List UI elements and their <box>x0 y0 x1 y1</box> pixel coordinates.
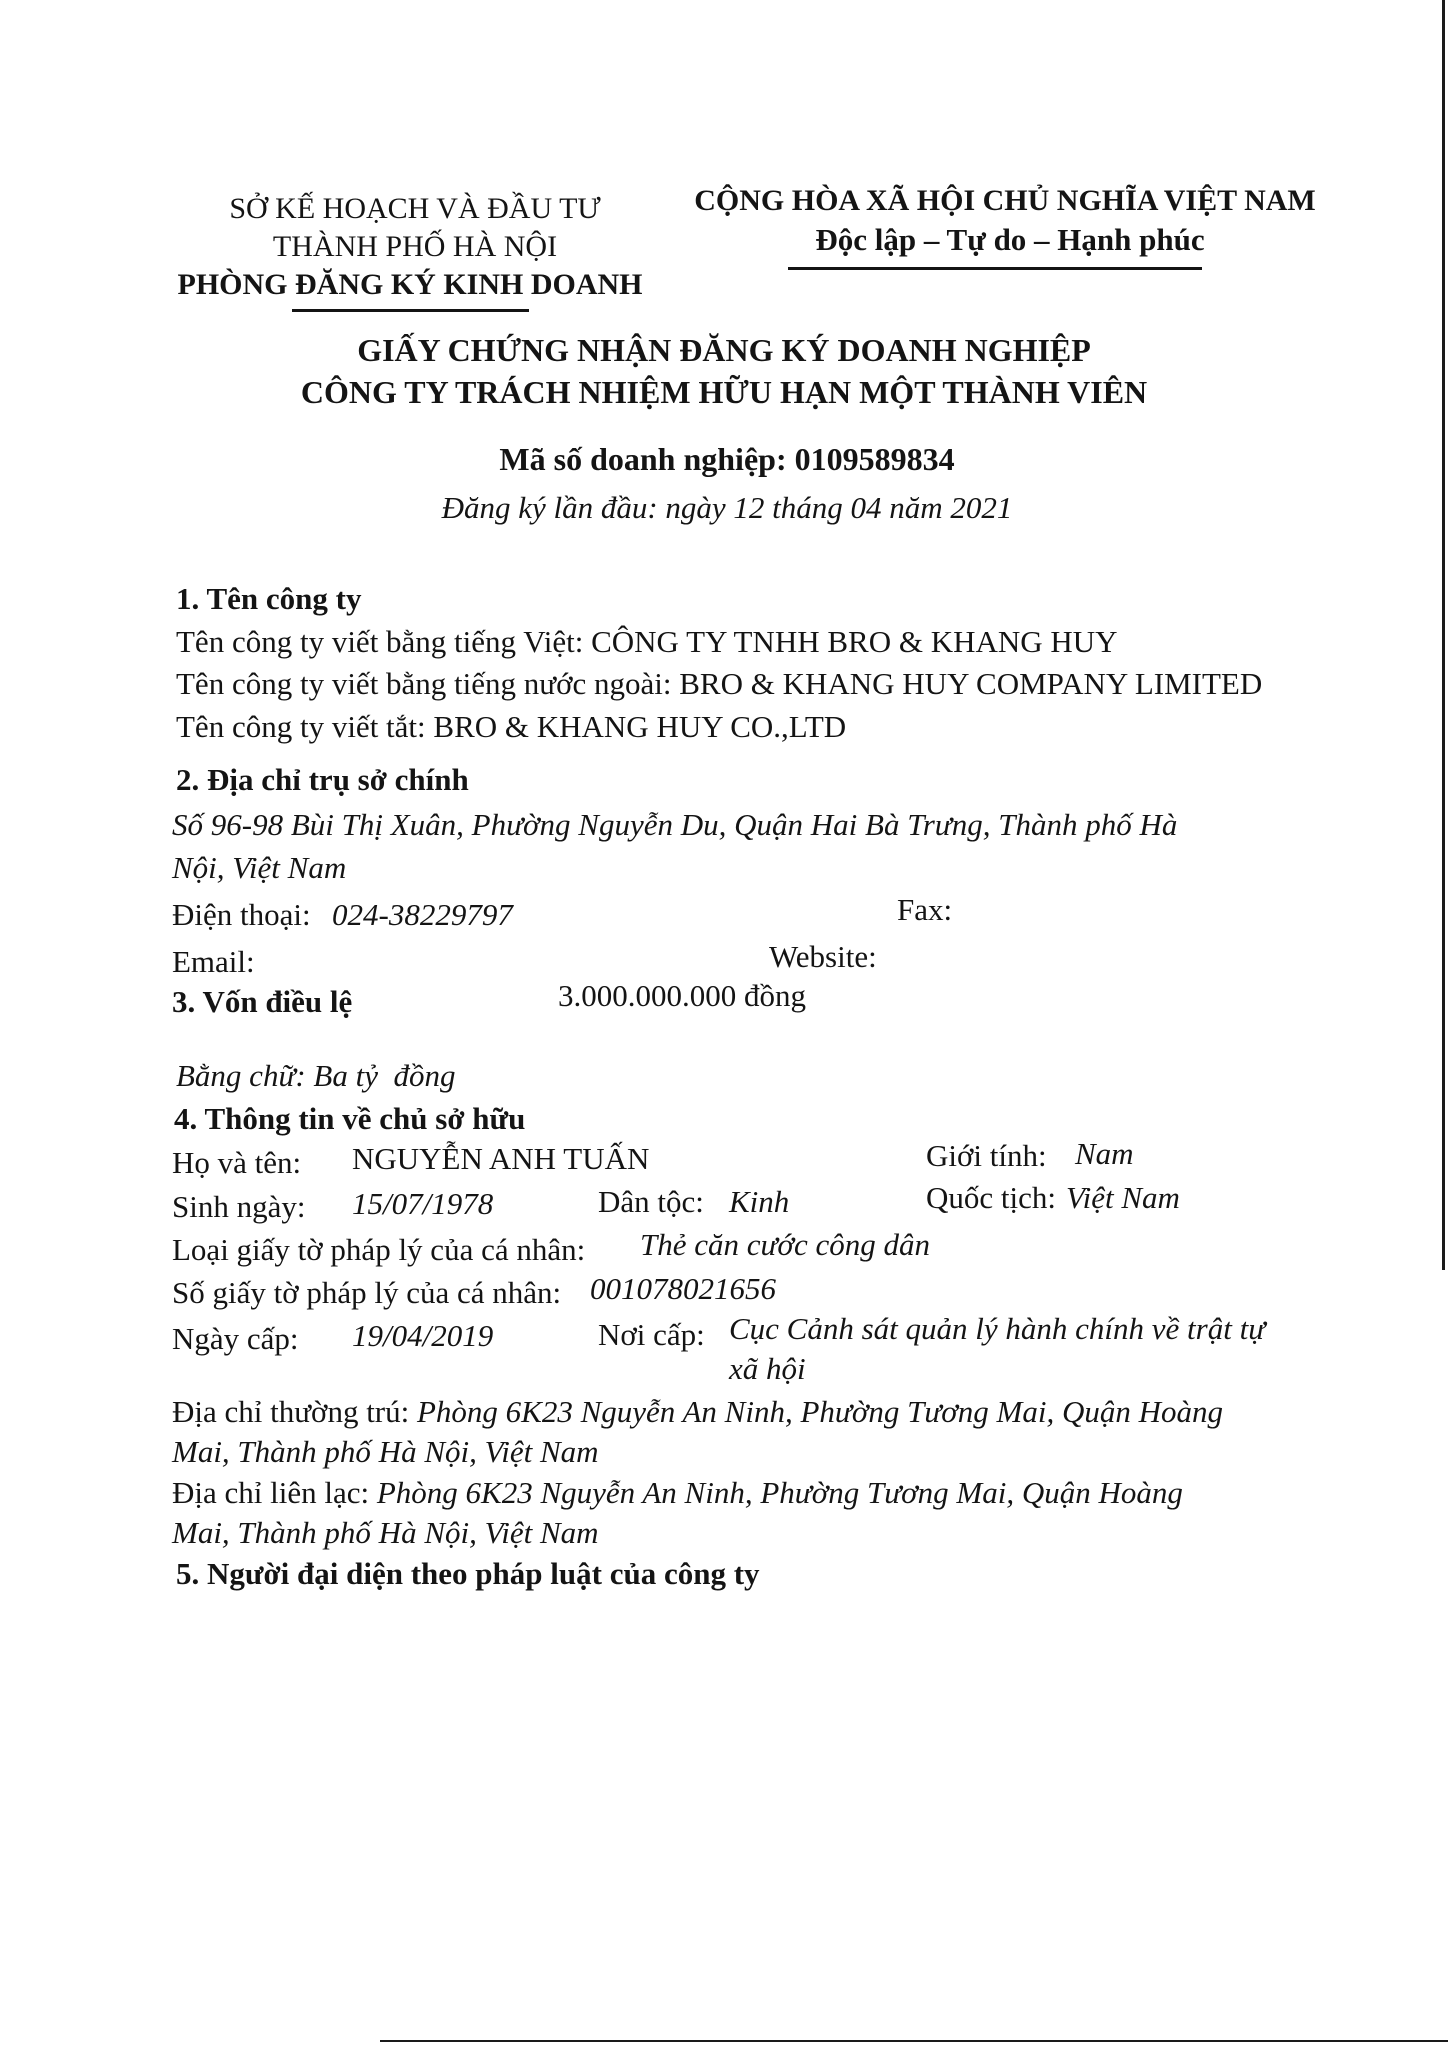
website-label: Website: <box>769 939 877 974</box>
phone-value: 024-38229797 <box>332 897 513 932</box>
scan-edge-bottom <box>380 2040 1448 2042</box>
certificate-title: GIẤY CHỨNG NHẬN ĐĂNG KÝ DOANH NGHIỆP <box>357 332 1091 368</box>
header-country: CỘNG HÒA XÃ HỘI CHỦ NGHĨA VIỆT NAM <box>694 184 1316 217</box>
contact-address-value-line1: Phòng 6K23 Nguyễn An Ninh, Phường Tương Mai, Quận Hoàng <box>376 1475 1183 1510</box>
permanent-address-value-line2: Mai, Thành phố Hà Nội, Việt Nam <box>172 1434 599 1469</box>
permanent-address-value-line1: Phòng 6K23 Nguyễn An Ninh, Phường Tương Mai, Quận Hoàng <box>417 1394 1224 1429</box>
company-name-foreign <box>176 666 1262 702</box>
legal-doc-number-label: Số giấy tờ pháp lý của cá nhân: <box>172 1275 562 1310</box>
contact-address-line1 <box>172 1475 1183 1511</box>
issue-date-value: 19/04/2019 <box>352 1318 494 1353</box>
dob-label: Sinh ngày: <box>172 1189 306 1224</box>
company-name-short-value: BRO & KHANG HUY CO.,LTD <box>433 709 847 744</box>
company-name-vn-value: CÔNG TY TNHH BRO & KHANG HUY <box>591 624 1118 659</box>
issue-date-label: Ngày cấp: <box>172 1321 299 1356</box>
header-agency-line2: THÀNH PHỐ HÀ NỘI <box>272 230 558 263</box>
owner-name-label: Họ và tên: <box>172 1145 302 1180</box>
company-name-foreign-label: Tên công ty viết bằng tiếng nước ngoài: <box>176 666 672 701</box>
contact-address-value-line2: Mai, Thành phố Hà Nội, Việt Nam <box>172 1515 599 1550</box>
first-registration-date: Đăng ký lần đầu: ngày 12 tháng 04 năm 2021 <box>441 490 1013 525</box>
company-name-short <box>176 709 846 745</box>
nationality-value: Việt Nam <box>1066 1180 1180 1215</box>
issue-place-label: Nơi cấp: <box>598 1317 705 1352</box>
legal-doc-type-value: Thẻ căn cước công dân <box>640 1227 930 1262</box>
ethnicity-label: Dân tộc: <box>598 1184 704 1219</box>
section-5-heading: 5. Người đại diện theo pháp luật của công ty <box>176 1556 760 1591</box>
section-1-heading: 1. Tên công ty <box>176 581 362 616</box>
header-motto: Độc lập – Tự do – Hạnh phúc <box>815 222 1205 257</box>
legal-doc-type-label: Loại giấy tờ pháp lý của cá nhân: <box>172 1232 586 1267</box>
company-type-title: CÔNG TY TRÁCH NHIỆM HỮU HẠN MỘT THÀNH VIÊN <box>300 374 1148 410</box>
gender-value: Nam <box>1075 1136 1134 1171</box>
charter-capital-in-words: Bằng chữ: Ba tỷ đồng <box>176 1058 456 1093</box>
owner-name-value: NGUYỄN ANH TUẤN <box>352 1141 650 1176</box>
fax-label: Fax: <box>897 892 953 927</box>
phone-label: Điện thoại: <box>172 897 311 932</box>
company-name-foreign-value: BRO & KHANG HUY COMPANY LIMITED <box>679 666 1263 701</box>
permanent-address-label: Địa chỉ thường trú: <box>172 1394 410 1429</box>
company-name-vn <box>176 624 1118 660</box>
gender-label: Giới tính: <box>926 1138 1047 1173</box>
company-name-short-label: Tên công ty viết tắt: <box>176 709 426 744</box>
header-agency-line1: SỞ KẾ HOẠCH VÀ ĐẦU TƯ <box>229 192 601 225</box>
header-left-underline <box>292 309 529 312</box>
legal-doc-number-value: 001078021656 <box>590 1271 776 1306</box>
header-right-underline <box>788 267 1202 270</box>
permanent-address-line1 <box>172 1394 1223 1430</box>
contact-address-label: Địa chỉ liên lạc: <box>172 1475 370 1510</box>
section-3-heading: 3. Vốn điều lệ <box>172 984 353 1019</box>
header-agency-line3: PHÒNG ĐĂNG KÝ KINH DOANH <box>177 268 643 301</box>
company-name-vn-label: Tên công ty viết bằng tiếng Việt: <box>176 624 584 659</box>
charter-capital-amount: 3.000.000.000 đồng <box>558 978 806 1013</box>
ethnicity-value: Kinh <box>729 1184 790 1219</box>
section-2-heading: 2. Địa chỉ trụ sở chính <box>176 762 469 797</box>
enterprise-code: Mã số doanh nghiệp: 0109589834 <box>499 441 955 477</box>
issue-place-line2: xã hội <box>729 1351 806 1386</box>
scan-edge-right <box>1442 0 1445 1270</box>
head-office-address-line1: Số 96-98 Bùi Thị Xuân, Phường Nguyễn Du, Quận Hai Bà Trưng, Thành phố Hà <box>172 807 1178 842</box>
head-office-address-line2: Nội, Việt Nam <box>172 850 347 885</box>
section-4-heading: 4. Thông tin về chủ sở hữu <box>174 1101 526 1136</box>
nationality-label: Quốc tịch: <box>926 1180 1056 1215</box>
email-label: Email: <box>172 944 255 979</box>
dob-value: 15/07/1978 <box>352 1186 494 1221</box>
issue-place-line1: Cục Cảnh sát quản lý hành chính về trật tự <box>729 1311 1266 1346</box>
